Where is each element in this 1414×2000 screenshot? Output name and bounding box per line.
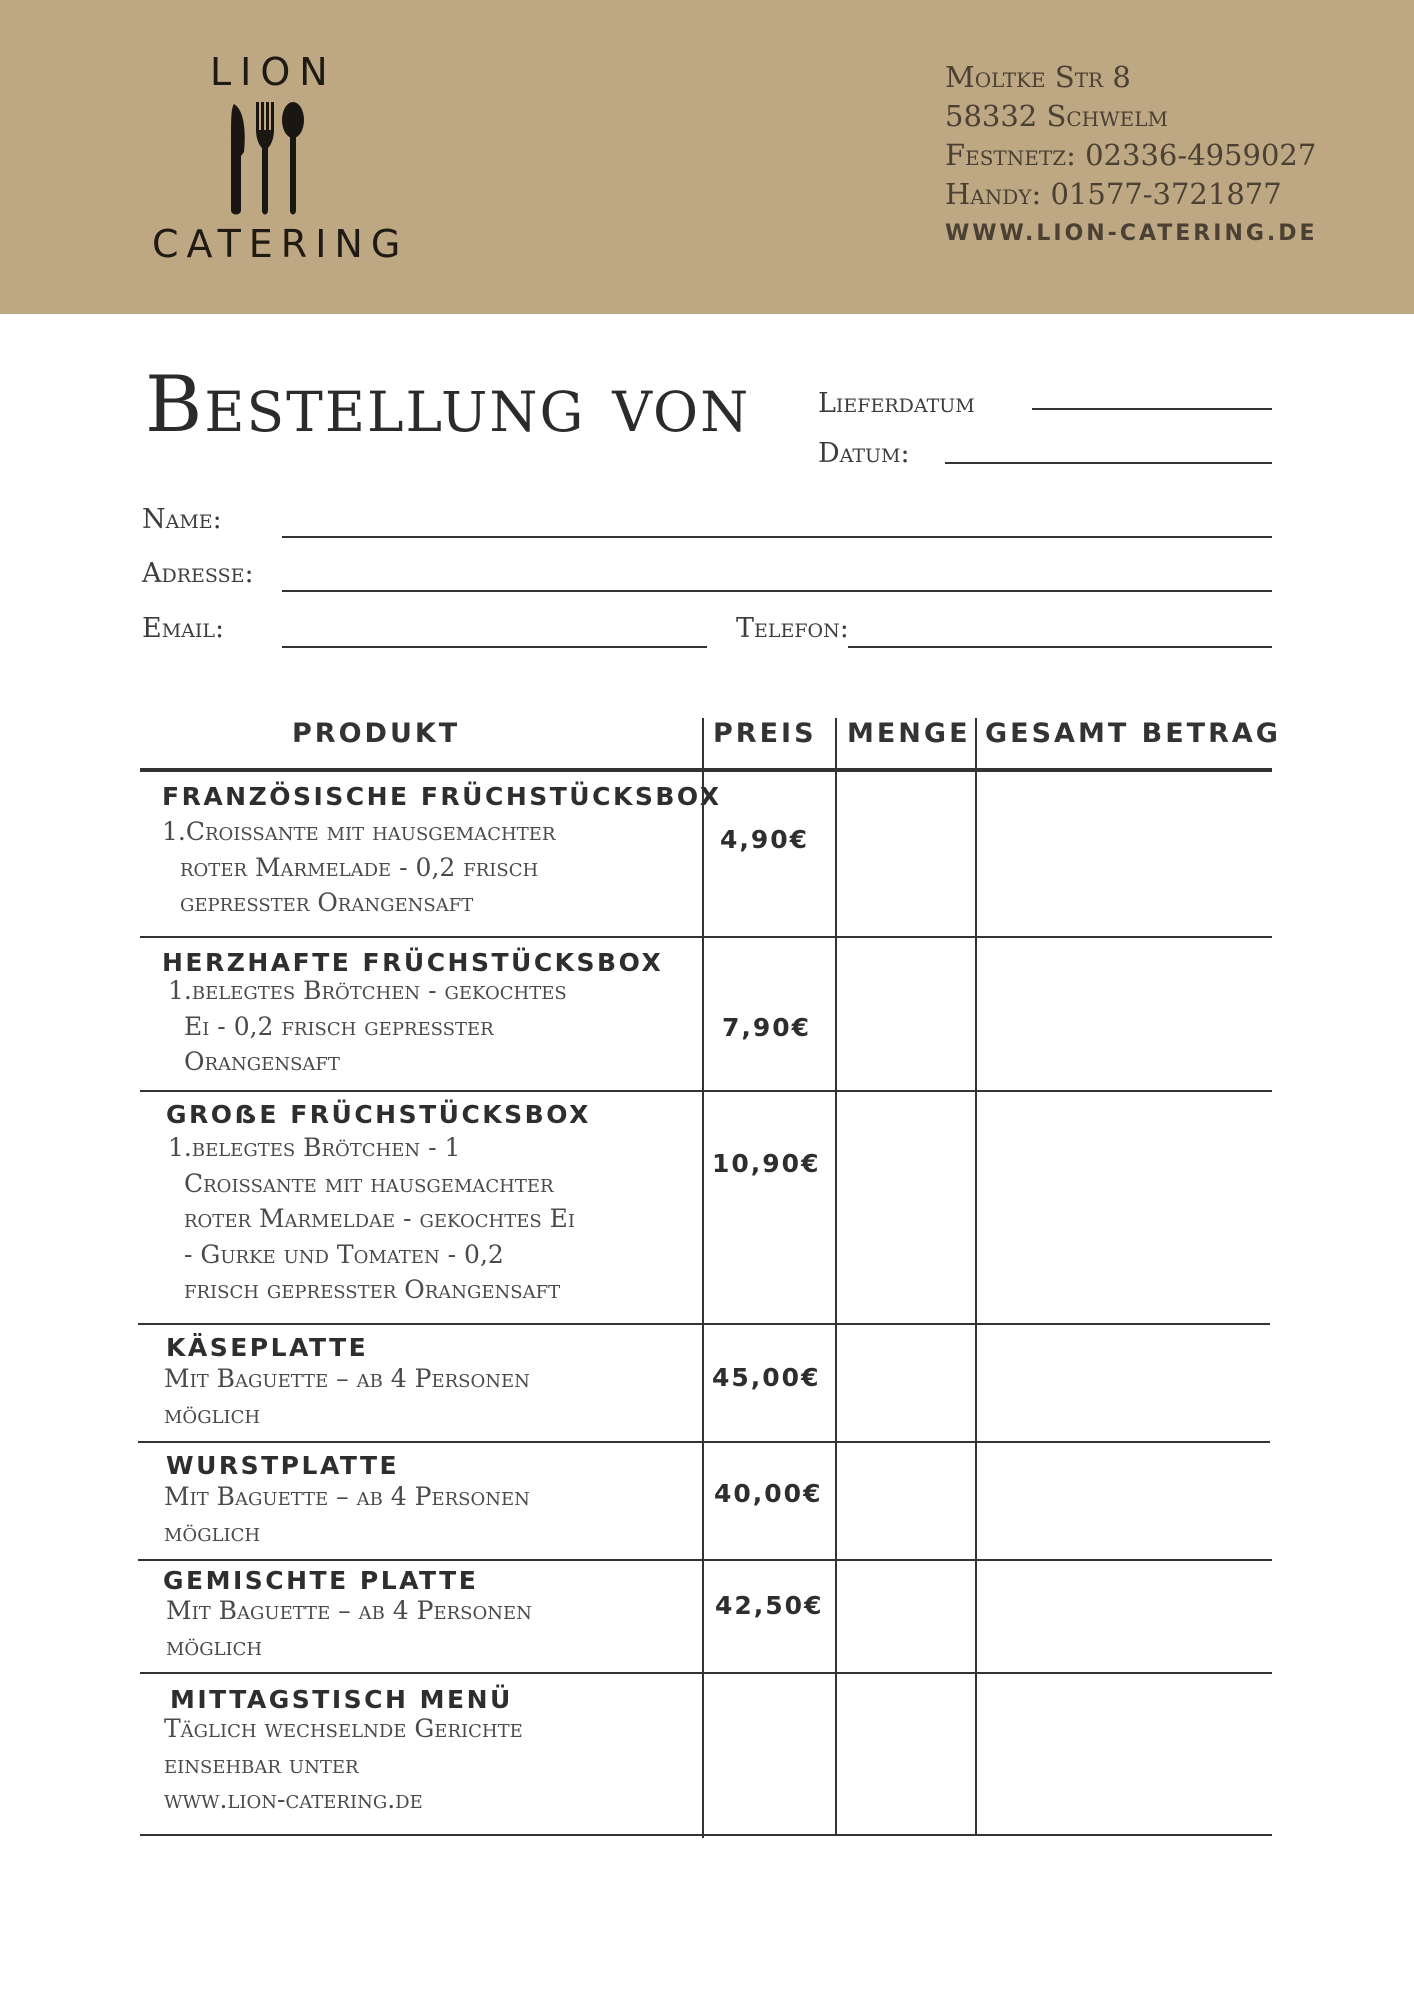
product-price: 4,90€ (720, 825, 810, 854)
address-label: Adresse: (142, 558, 254, 589)
column-header-price: PREIS (713, 718, 817, 749)
phone-field[interactable] (848, 646, 1272, 648)
contact-landline: Festnetz: 02336-4959027 (945, 138, 1317, 172)
table-row-divider (140, 936, 1272, 938)
product-description: Mit Baguette – ab 4 Personen möglich (164, 1482, 530, 1547)
address-field[interactable] (282, 590, 1272, 592)
table-row-divider (140, 1090, 1272, 1092)
table-row-divider (138, 1559, 1272, 1561)
table-column-divider (835, 718, 837, 1836)
contact-block (945, 58, 1318, 253)
table-row-divider (140, 1672, 1272, 1674)
product-description: 1.Croissante mit hausgemachter roter Marmelade - 0,2 frisch gepresster Orangensaft (162, 817, 556, 917)
date-label: Datum: (818, 438, 910, 469)
email-field[interactable] (282, 646, 707, 648)
product-name: MITTAGSTISCH MENÜ (170, 1685, 513, 1714)
page-title: Bestellung von (145, 360, 751, 450)
name-label: Name: (142, 504, 222, 535)
product-name: GEMISCHTE PLATTE (163, 1566, 479, 1595)
column-header-product: PRODUKT (292, 718, 461, 749)
product-description: 1.belegtes Brötchen - 1 Croissante mit hausgemachter roter Marmeldae - gekochtes Ei - Gurke und Tomaten - 0,2 frisch gepresster Orangensaft (168, 1133, 576, 1304)
product-description: Täglich wechselnde Gerichte einsehbar unter www.lion-catering.de (164, 1714, 523, 1814)
product-price: 45,00€ (712, 1363, 821, 1392)
product-name: HERZHAFTE FRÜCHSTÜCKSBOX (162, 948, 664, 977)
product-description: Mit Baguette – ab 4 Personen möglich (164, 1364, 530, 1429)
product-price: 10,90€ (712, 1149, 821, 1178)
column-header-quantity: MENGE (847, 718, 971, 749)
product-name: GROẞE FRÜCHSTÜCKSBOX (166, 1100, 591, 1129)
product-name: WURSTPLATTE (166, 1451, 400, 1480)
product-price: 7,90€ (722, 1013, 812, 1042)
product-price: 42,50€ (715, 1591, 824, 1620)
contact-city: 58332 Schwelm (945, 99, 1168, 133)
delivery-date-label: Lieferdatum (818, 388, 975, 419)
date-field[interactable] (945, 462, 1272, 464)
table-row-divider (138, 1441, 1270, 1443)
table-column-divider (702, 718, 704, 1838)
brand-name-bottom: CATERING (152, 222, 409, 266)
contact-street: Moltke Str 8 (945, 60, 1131, 94)
product-name: FRANZÖSISCHE FRÜCHSTÜCKSBOX (162, 782, 722, 811)
product-description: 1.belegtes Brötchen - gekochtes Ei - 0,2 frisch gepresster Orangensaft (168, 976, 567, 1076)
column-header-total: GESAMT BETRAG (985, 718, 1281, 749)
name-field[interactable] (282, 536, 1272, 538)
brand-name-top: LION (210, 50, 337, 94)
email-label: Email: (142, 613, 225, 644)
product-name: KÄSEPLATTE (166, 1333, 369, 1362)
table-row-divider (138, 1323, 1270, 1325)
table-column-divider (975, 718, 977, 1836)
delivery-date-field[interactable] (1032, 408, 1272, 410)
phone-label: Telefon: (736, 613, 849, 644)
table-bottom-rule (140, 1834, 1272, 1836)
product-price: 40,00€ (714, 1479, 823, 1508)
cutlery-icon (228, 100, 308, 218)
table-header-rule (140, 768, 1272, 772)
contact-website[interactable]: WWW.LION-CATERING.DE (945, 221, 1318, 246)
contact-mobile: Handy: 01577-3721877 (945, 177, 1282, 211)
product-description: Mit Baguette – ab 4 Personen möglich (166, 1596, 532, 1661)
